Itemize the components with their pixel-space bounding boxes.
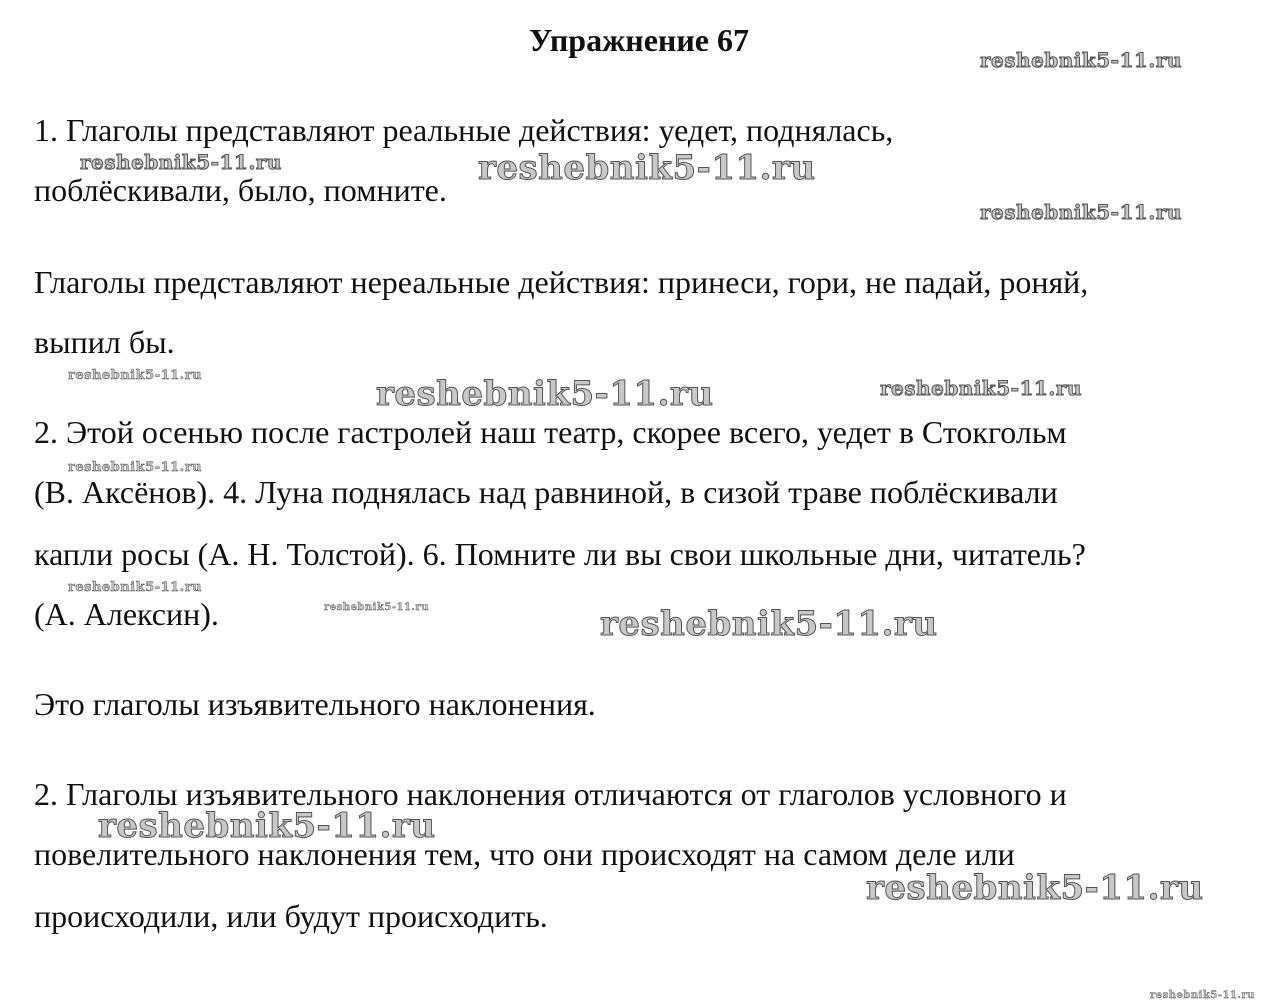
- text-line: Глаголы представляют нереальные действия: принеси, гори, не падай, роняй,: [34, 264, 1089, 300]
- text-line: Это глаголы изъявительного наклонения.: [34, 686, 596, 722]
- watermark: reshebnik5-11.ru: [980, 200, 1182, 224]
- watermark: reshebnik5-11.ru: [98, 806, 436, 846]
- watermark: reshebnik5-11.ru: [68, 460, 203, 475]
- text-line: происходили, или будут происходить.: [34, 898, 548, 934]
- text-line: поблёскивали, было, помните.: [34, 172, 447, 208]
- text-line: выпил бы.: [34, 324, 175, 360]
- watermark: reshebnik5-11.ru: [68, 368, 203, 383]
- watermark: reshebnik5-11.ru: [324, 602, 429, 613]
- text-line: 2. Глаголы изъявительного наклонения отличаются от глаголов условного и: [34, 776, 1067, 812]
- text-line: (В. Аксёнов). 4. Луна поднялась над равниной, в сизой траве поблёскивали: [34, 474, 1058, 510]
- watermark: reshebnik5-11.ru: [880, 376, 1082, 400]
- text-line: 2. Этой осенью после гастролей наш театр, скорее всего, уедет в Стокгольм: [34, 414, 1067, 450]
- text-line: капли росы (А. Н. Толстой). 6. Помните ли вы свои школьные дни, читатель?: [34, 536, 1086, 572]
- watermark: reshebnik5-11.ru: [376, 374, 714, 414]
- text-line: 1. Глаголы представляют реальные действия: уедет, поднялась,: [34, 112, 894, 148]
- watermark: reshebnik5-11.ru: [1150, 990, 1255, 1001]
- watermark: reshebnik5-11.ru: [600, 604, 938, 644]
- watermark: reshebnik5-11.ru: [980, 48, 1182, 72]
- watermark: reshebnik5-11.ru: [478, 148, 816, 188]
- watermark: reshebnik5-11.ru: [866, 868, 1204, 908]
- text-line: (А. Алексин).: [34, 596, 219, 632]
- text-line: повелительного наклонения тем, что они происходят на самом деле или: [34, 836, 1015, 872]
- watermark: reshebnik5-11.ru: [68, 580, 203, 595]
- watermark: reshebnik5-11.ru: [80, 150, 282, 174]
- exercise-title: Упражнение 67: [528, 22, 749, 58]
